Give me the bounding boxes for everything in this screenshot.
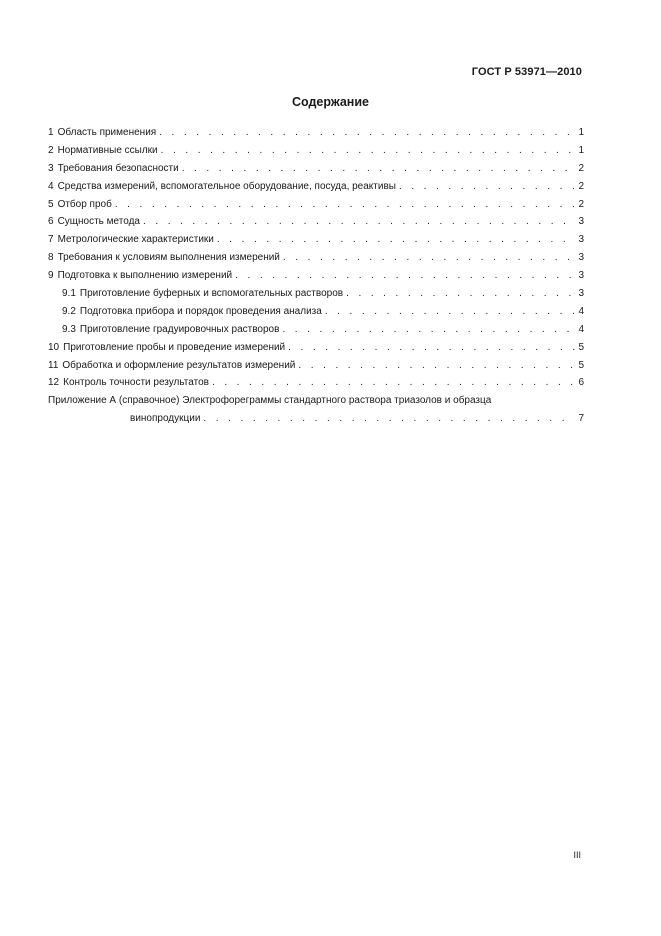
toc-entry-title: Подготовка к выполнению измерений: [57, 270, 233, 282]
toc-entry-number: 8: [48, 252, 54, 264]
toc-entry[interactable]: [48, 377, 584, 395]
toc-entry[interactable]: [48, 306, 584, 324]
document-code: ГОСТ Р 53971—2010: [471, 66, 582, 78]
toc-page-number: 3: [578, 234, 584, 246]
toc-page-number: 3: [578, 252, 584, 264]
toc-page-number: 5: [578, 359, 584, 371]
dot-leader: [399, 181, 575, 193]
appendix-title-line-1: Приложение А (справочное) Электрофореграммы стандартного раствора триазолов и образца: [48, 395, 492, 407]
toc-entry[interactable]: [48, 324, 584, 342]
dot-leader: [235, 270, 575, 282]
page-number: III: [573, 850, 581, 860]
dot-leader: [212, 377, 575, 389]
dot-leader: [217, 234, 576, 246]
toc-entry-number: 6: [48, 216, 54, 228]
toc-entry-number: 11: [48, 359, 59, 371]
dot-leader: [203, 413, 575, 425]
dot-leader: [283, 252, 576, 264]
toc-entry-title: Требования безопасности: [57, 162, 179, 174]
toc-entry[interactable]: [48, 342, 584, 360]
toc-entry-number: 9: [48, 270, 54, 282]
toc-page-number: 2: [578, 162, 584, 174]
toc-entry-title: Приготовление градуировочных растворов: [79, 323, 280, 335]
appendix-title-line-2: винопродукции: [130, 413, 201, 425]
toc-entry[interactable]: [48, 270, 584, 288]
toc-entry-number: 12: [48, 377, 60, 389]
toc-entry[interactable]: [48, 127, 584, 145]
table-of-contents: [48, 127, 584, 431]
toc-entry-number: 3: [48, 162, 54, 174]
toc-entry-number: 9.1: [62, 288, 76, 300]
toc-page-number: 4: [578, 305, 584, 317]
toc-entry-number: 7: [48, 234, 54, 246]
dot-leader: [143, 216, 575, 228]
toc-entry-title: Область применения: [57, 127, 157, 138]
toc-page-number: 3: [578, 288, 584, 300]
dot-leader: [182, 163, 576, 175]
dot-leader: [161, 145, 576, 157]
toc-entry[interactable]: [48, 252, 584, 270]
toc-entry-title: Подготовка прибора и порядок проведения анализа: [79, 305, 322, 317]
dot-leader: [298, 360, 575, 372]
toc-entry[interactable]: [48, 163, 584, 181]
toc-entries: [48, 127, 584, 395]
toc-entry-title: Средства измерений, вспомогательное оборудование, посуда, реактивы: [57, 180, 396, 192]
toc-entry-number: 4: [48, 180, 54, 192]
toc-entry-number: 9.3: [62, 323, 76, 335]
toc-page-number: 1: [578, 127, 584, 138]
dot-leader: [159, 127, 575, 139]
dot-leader: [346, 288, 575, 300]
toc-page-number: 1: [578, 144, 584, 156]
toc-entry-number: 9.2: [62, 305, 76, 317]
toc-entry-title: Приготовление пробы и проведение измерений: [63, 341, 286, 353]
toc-entry-title: Отбор проб: [57, 198, 112, 210]
toc-entry-number: 2: [48, 144, 54, 156]
toc-entry[interactable]: [48, 360, 584, 378]
toc-entry[interactable]: [48, 199, 584, 217]
toc-entry-title: Метрологические характеристики: [57, 234, 214, 246]
dot-leader: [288, 342, 575, 354]
toc-entry-number: 10: [48, 341, 60, 353]
toc-entry-number: 1: [48, 127, 54, 138]
toc-entry[interactable]: [48, 234, 584, 252]
toc-entry-title: Нормативные ссылки: [57, 144, 158, 156]
toc-entry[interactable]: [48, 288, 584, 306]
toc-entry-number: 5: [48, 198, 54, 210]
toc-entry-title: Контроль точности результатов: [63, 377, 209, 389]
dot-leader: [325, 306, 576, 318]
toc-entry[interactable]: [48, 216, 584, 234]
toc-page-number: 2: [578, 198, 584, 210]
toc-page-number: 7: [578, 413, 584, 425]
toc-entry-title: Обработка и оформление результатов измерений: [62, 359, 296, 371]
toc-page-number: 3: [578, 216, 584, 228]
toc-page-number: 5: [578, 341, 584, 353]
toc-entry[interactable]: [48, 181, 584, 199]
toc-appendix-entry[interactable]: [48, 395, 584, 431]
toc-entry-title: Сущность метода: [57, 216, 140, 228]
toc-title: Содержание: [291, 95, 369, 109]
toc-page-number: 6: [578, 377, 584, 389]
toc-page-number: 2: [578, 180, 584, 192]
appendix-title-line-2-row: [48, 413, 584, 431]
dot-leader: [282, 324, 575, 336]
toc-entry-title: Требования к условиям выполнения измерений: [57, 252, 280, 264]
toc-entry-title: Приготовление буферных и вспомогательных растворов: [79, 288, 344, 300]
toc-page-number: 4: [578, 323, 584, 335]
dot-leader: [115, 199, 576, 211]
toc-entry[interactable]: [48, 145, 584, 163]
toc-page-number: 3: [578, 270, 584, 282]
